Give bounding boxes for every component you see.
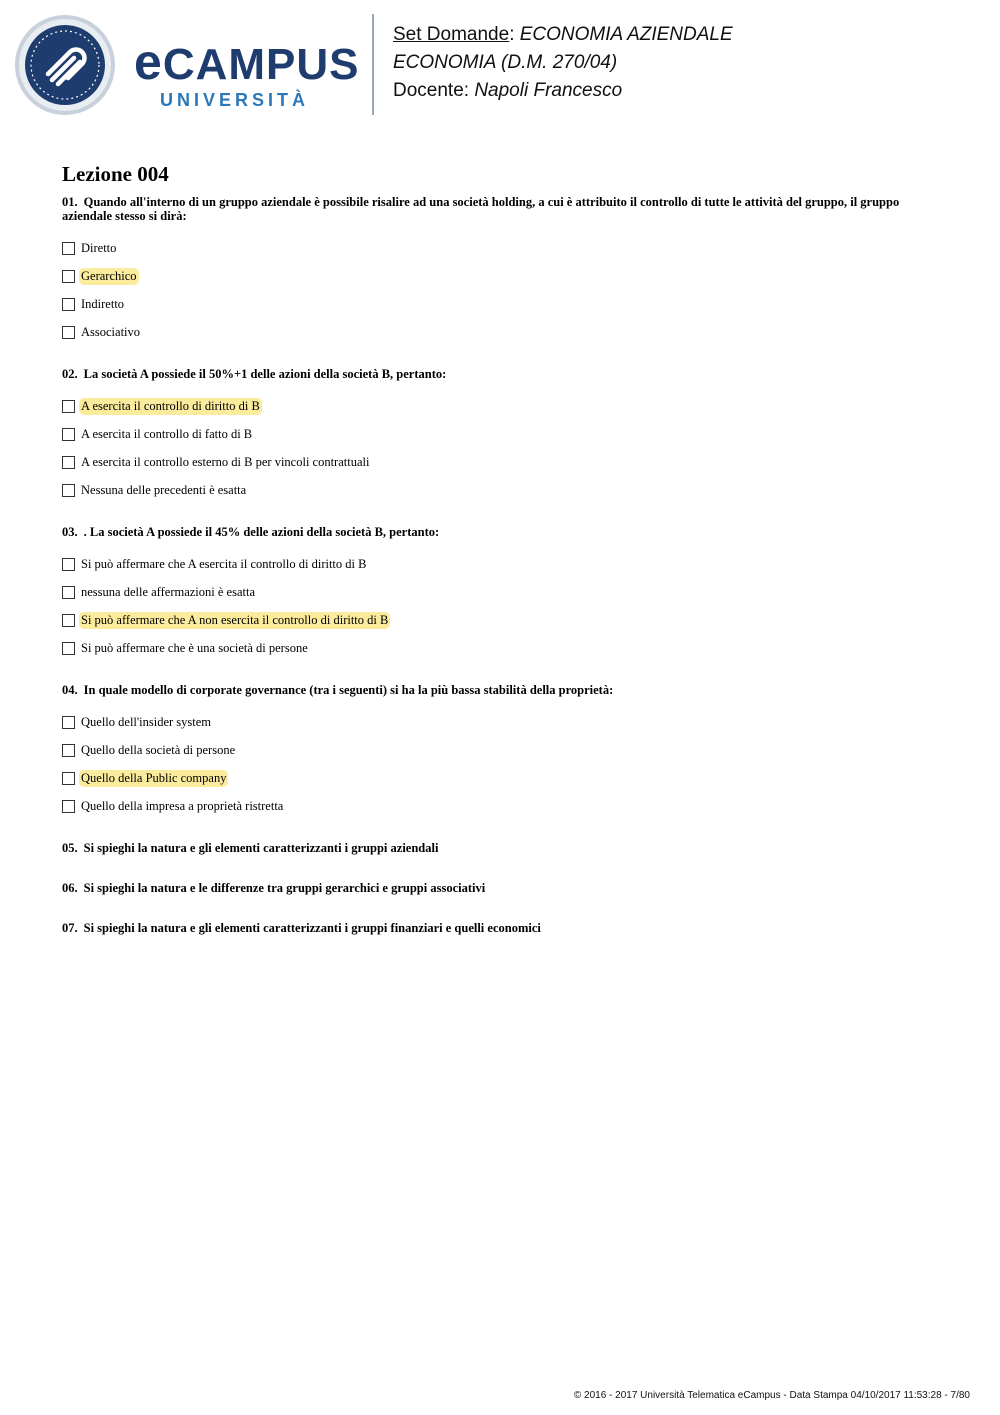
answer-label: A esercita il controllo esterno di B per vincoli contrattuali (81, 454, 370, 469)
question-list (62, 195, 942, 820)
open-question (62, 881, 942, 895)
answer-checkbox[interactable] (62, 428, 75, 441)
answer-checkbox[interactable] (62, 456, 75, 469)
answer-options (62, 392, 942, 504)
answer-label: A esercita il controllo di diritto di B (81, 398, 260, 413)
answer-checkbox[interactable] (62, 614, 75, 627)
answer-option[interactable] (62, 578, 942, 606)
answer-option-correct[interactable] (62, 606, 942, 634)
answer-option[interactable] (62, 448, 942, 476)
question-block (62, 367, 942, 504)
answer-checkbox[interactable] (62, 484, 75, 497)
answer-checkbox[interactable] (62, 270, 75, 283)
teacher-line: Docente: Napoli Francesco (393, 80, 623, 101)
question-prompt: In quale modello di corporate governance (tra i seguenti) si ha la più bassa stabilità della proprietà: (83, 683, 614, 697)
question-prompt: Si spieghi la natura e le differenze tra gruppi gerarchici e gruppi associativi (83, 881, 486, 895)
question-number: 06. (62, 881, 78, 895)
answer-checkbox[interactable] (62, 400, 75, 413)
answer-label: Diretto (81, 240, 117, 255)
answer-option[interactable] (62, 708, 942, 736)
question-number: 03. (62, 525, 78, 539)
answer-option-correct[interactable] (62, 262, 942, 290)
question-prompt: Quando all'interno di un gruppo aziendale è possibile risalire ad una società holding, a cui è attribuito il controllo di tutte le attività del gruppo, il gruppo aziendale stesso si dirà: (62, 195, 900, 223)
question-prompt: La società A possiede il 50%+1 delle azioni della società B, pertanto: (83, 367, 447, 381)
question-block (62, 195, 942, 346)
question-prompt: Si spieghi la natura e gli elementi caratterizzanti i gruppi aziendali (83, 841, 439, 855)
answer-label: Quello della impresa a proprietà ristretta (81, 798, 284, 813)
page-footer: © 2016 - 2017 Università Telematica eCampus - Data Stampa 04/10/2017 11:53:28 - 7/80 (573, 1390, 970, 1401)
course-info (393, 21, 733, 105)
ecampus-seal-logo (14, 14, 116, 116)
answer-checkbox[interactable] (62, 298, 75, 311)
question-block (62, 525, 942, 662)
answer-label: Si può affermare che A esercita il controllo di diritto di B (81, 556, 367, 571)
answer-label: Si può affermare che A non esercita il controllo di diritto di B (81, 612, 389, 627)
answer-checkbox[interactable] (62, 716, 75, 729)
answer-label: Quello dell'insider system (81, 714, 212, 729)
answer-options (62, 708, 942, 820)
answer-label: A esercita il controllo di fatto di B (81, 426, 253, 441)
answer-option[interactable] (62, 420, 942, 448)
question-text (62, 683, 942, 697)
answer-options (62, 550, 942, 662)
answer-option[interactable] (62, 634, 942, 662)
open-question (62, 921, 942, 935)
open-question (62, 841, 942, 855)
answer-checkbox[interactable] (62, 242, 75, 255)
question-text (62, 525, 942, 539)
question-number: 07. (62, 921, 78, 935)
answer-checkbox[interactable] (62, 558, 75, 571)
question-number: 04. (62, 683, 78, 697)
answer-label: Quello della Public company (81, 770, 227, 785)
answer-checkbox[interactable] (62, 326, 75, 339)
answer-option[interactable] (62, 736, 942, 764)
answer-option[interactable] (62, 476, 942, 504)
answer-option[interactable] (62, 550, 942, 578)
universita-wordmark: UNIVERSITÀ (160, 90, 310, 110)
page-header (0, 0, 1000, 130)
answer-label: Indiretto (81, 296, 125, 311)
answer-option-correct[interactable] (62, 764, 942, 792)
question-number: 01. (62, 195, 78, 209)
question-number: 05. (62, 841, 78, 855)
answer-label: Gerarchico (81, 268, 137, 283)
answer-options (62, 234, 942, 346)
answer-label: nessuna delle affermazioni è esatta (81, 584, 255, 599)
answer-option[interactable] (62, 290, 942, 318)
answer-label: Associativo (81, 324, 141, 339)
answer-label: Nessuna delle precedenti è esatta (81, 482, 247, 497)
answer-checkbox[interactable] (62, 800, 75, 813)
answer-option[interactable] (62, 318, 942, 346)
answer-label: Si può affermare che è una società di persone (81, 640, 308, 655)
question-content (62, 160, 942, 961)
ecampus-wordmark: eCAMPUS (134, 34, 360, 90)
question-prompt: . La società A possiede il 45% delle azioni della società B, pertanto: (83, 525, 440, 539)
question-block (62, 683, 942, 820)
question-prompt: Si spieghi la natura e gli elementi caratterizzanti i gruppi finanziari e quelli economici (83, 921, 541, 935)
answer-label: Quello della società di persone (81, 742, 236, 757)
question-text (62, 195, 942, 223)
answer-checkbox[interactable] (62, 586, 75, 599)
set-domande-line: Set Domande: ECONOMIA AZIENDALE (393, 24, 733, 45)
answer-option[interactable] (62, 792, 942, 820)
answer-option[interactable] (62, 234, 942, 262)
header-divider (372, 14, 374, 115)
answer-checkbox[interactable] (62, 642, 75, 655)
open-question-list (62, 841, 942, 935)
answer-checkbox[interactable] (62, 744, 75, 757)
answer-checkbox[interactable] (62, 772, 75, 785)
question-text (62, 367, 942, 381)
question-number: 02. (62, 367, 78, 381)
course-name: ECONOMIA (D.M. 270/04) (393, 52, 618, 73)
lesson-title: Lezione 004 (62, 162, 169, 186)
answer-option-correct[interactable] (62, 392, 942, 420)
